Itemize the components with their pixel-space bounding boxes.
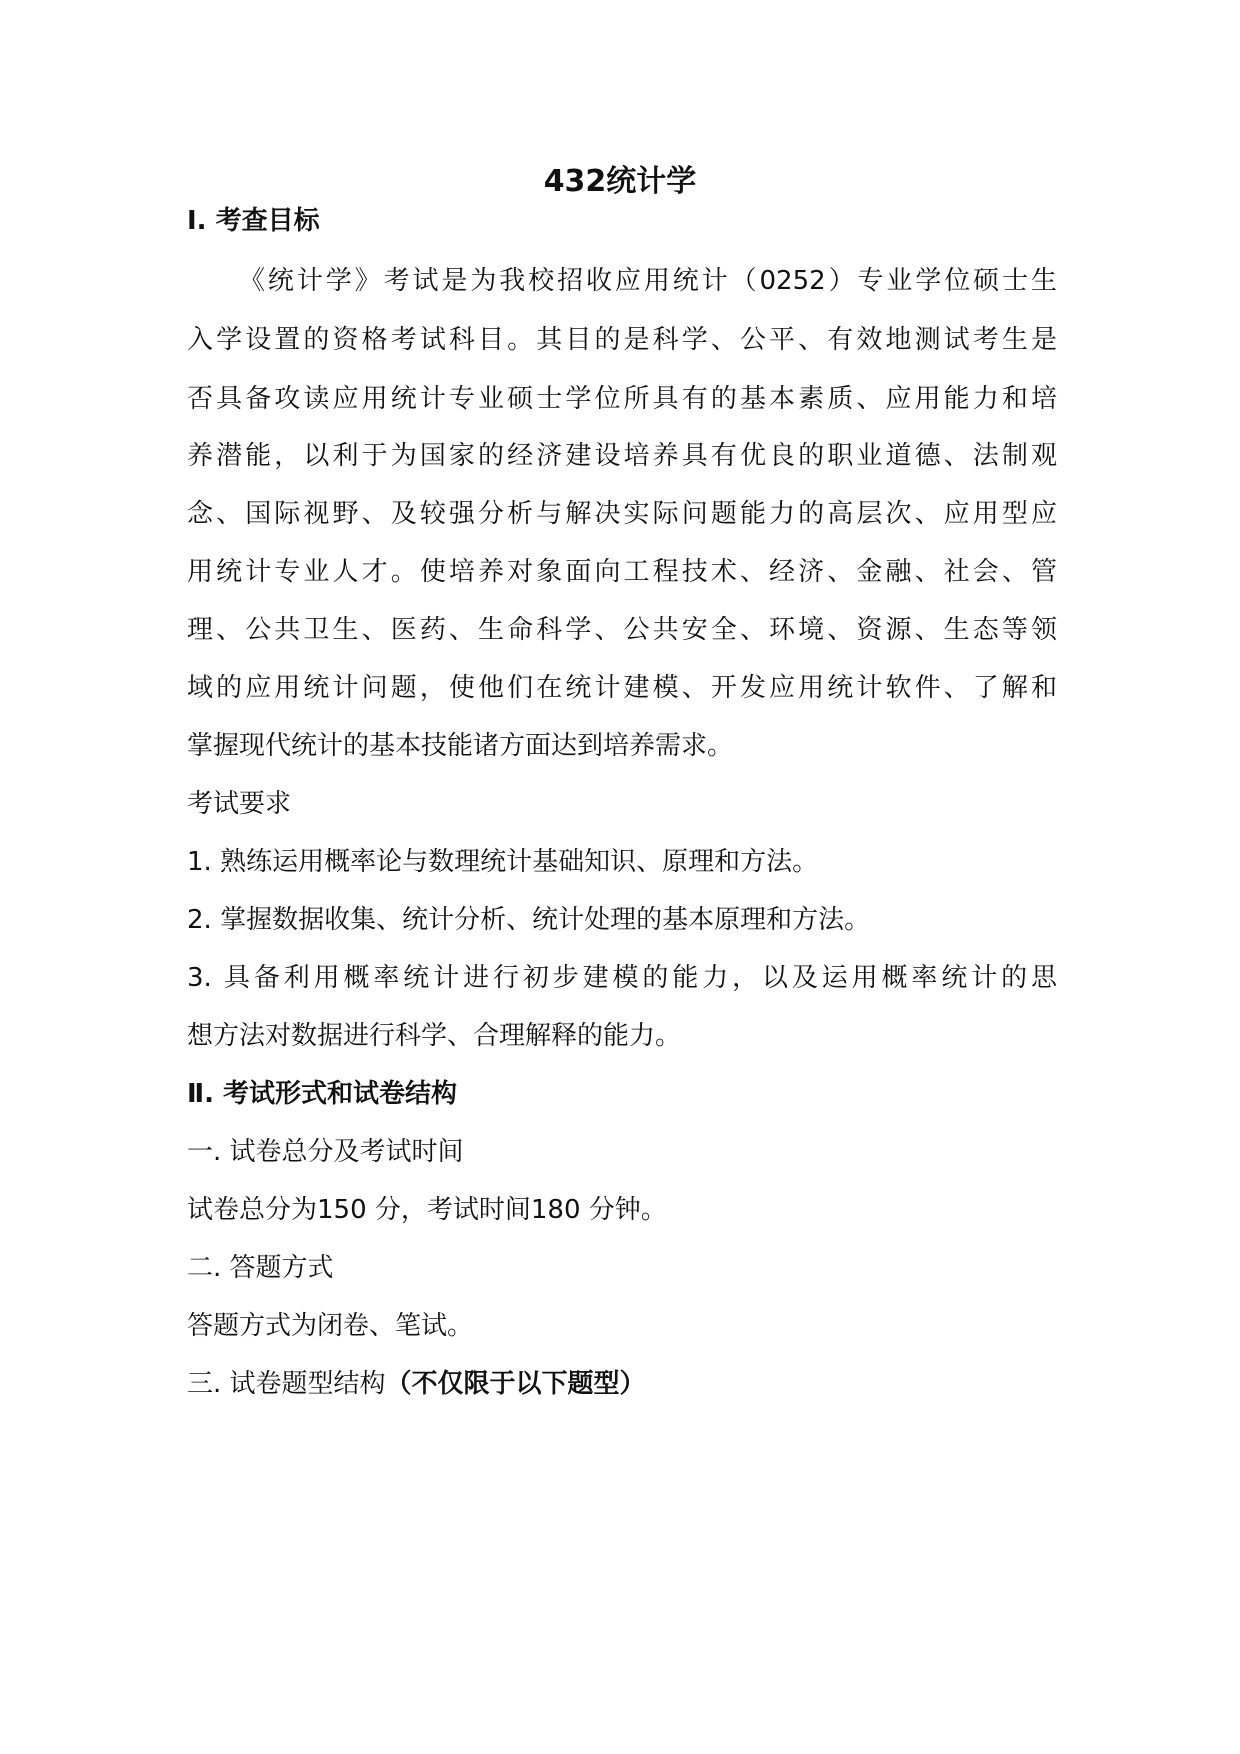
paragraph-line: 念、国际视野、及较强分析与解决实际问题能力的高层次、应用型应 xyxy=(187,499,1057,529)
requirement-item-continued: 想方法对数据进行科学、合理解释的能力。 xyxy=(187,1021,682,1051)
requirement-item: 3. 具备利用概率统计进行初步建模的能力，以及运用概率统计的思 xyxy=(187,963,1057,993)
section1-heading: Ⅰ. 考查目标 xyxy=(187,206,320,236)
subsection2-text: 答题方式为闭卷、笔试。 xyxy=(187,1311,474,1341)
document-title: 432统计学 xyxy=(543,164,697,199)
paragraph-line: 《统计学》考试是为我校招收应用统计（0252）专业学位硕士生 xyxy=(239,266,1057,296)
paragraph-line: 用统计专业人才。使培养对象面向工程技术、经济、金融、社会、管 xyxy=(187,557,1057,587)
requirement-item: 1. 熟练运用概率论与数理统计基础知识、原理和方法。 xyxy=(187,847,819,877)
subsection3-heading xyxy=(187,1369,1057,1399)
requirements-heading: 考试要求 xyxy=(187,789,292,819)
paragraph-line: 域的应用统计问题，使他们在统计建模、开发应用统计软件、了解和 xyxy=(187,673,1057,703)
paragraph-line: 入学设置的资格考试科目。其目的是科学、公平、有效地测试考生是 xyxy=(187,325,1057,355)
paragraph-line: 养潜能，以利于为国家的经济建设培养具有优良的职业道德、法制观 xyxy=(187,441,1057,471)
subsection1-heading: 一. 试卷总分及考试时间 xyxy=(187,1137,464,1167)
subsection1-text: 试卷总分为150 分，考试时间180 分钟。 xyxy=(187,1195,667,1225)
subsection3-heading-prefix: 三. 试卷题型结构 xyxy=(187,1369,386,1399)
paragraph-line: 理、公共卫生、医药、生命科学、公共安全、环境、资源、生态等领 xyxy=(187,615,1057,645)
subsection3-heading-note: （不仅限于以下题型） xyxy=(385,1369,646,1399)
paragraph-line: 否具备攻读应用统计专业硕士学位所具有的基本素质、应用能力和培 xyxy=(187,384,1057,414)
section2-heading: Ⅱ. 考试形式和试卷结构 xyxy=(187,1079,458,1109)
requirement-item: 2. 掌握数据收集、统计分析、统计处理的基本原理和方法。 xyxy=(187,905,871,935)
paragraph-line: 掌握现代统计的基本技能诸方面达到培养需求。 xyxy=(187,731,734,761)
subsection2-heading: 二. 答题方式 xyxy=(187,1253,334,1283)
